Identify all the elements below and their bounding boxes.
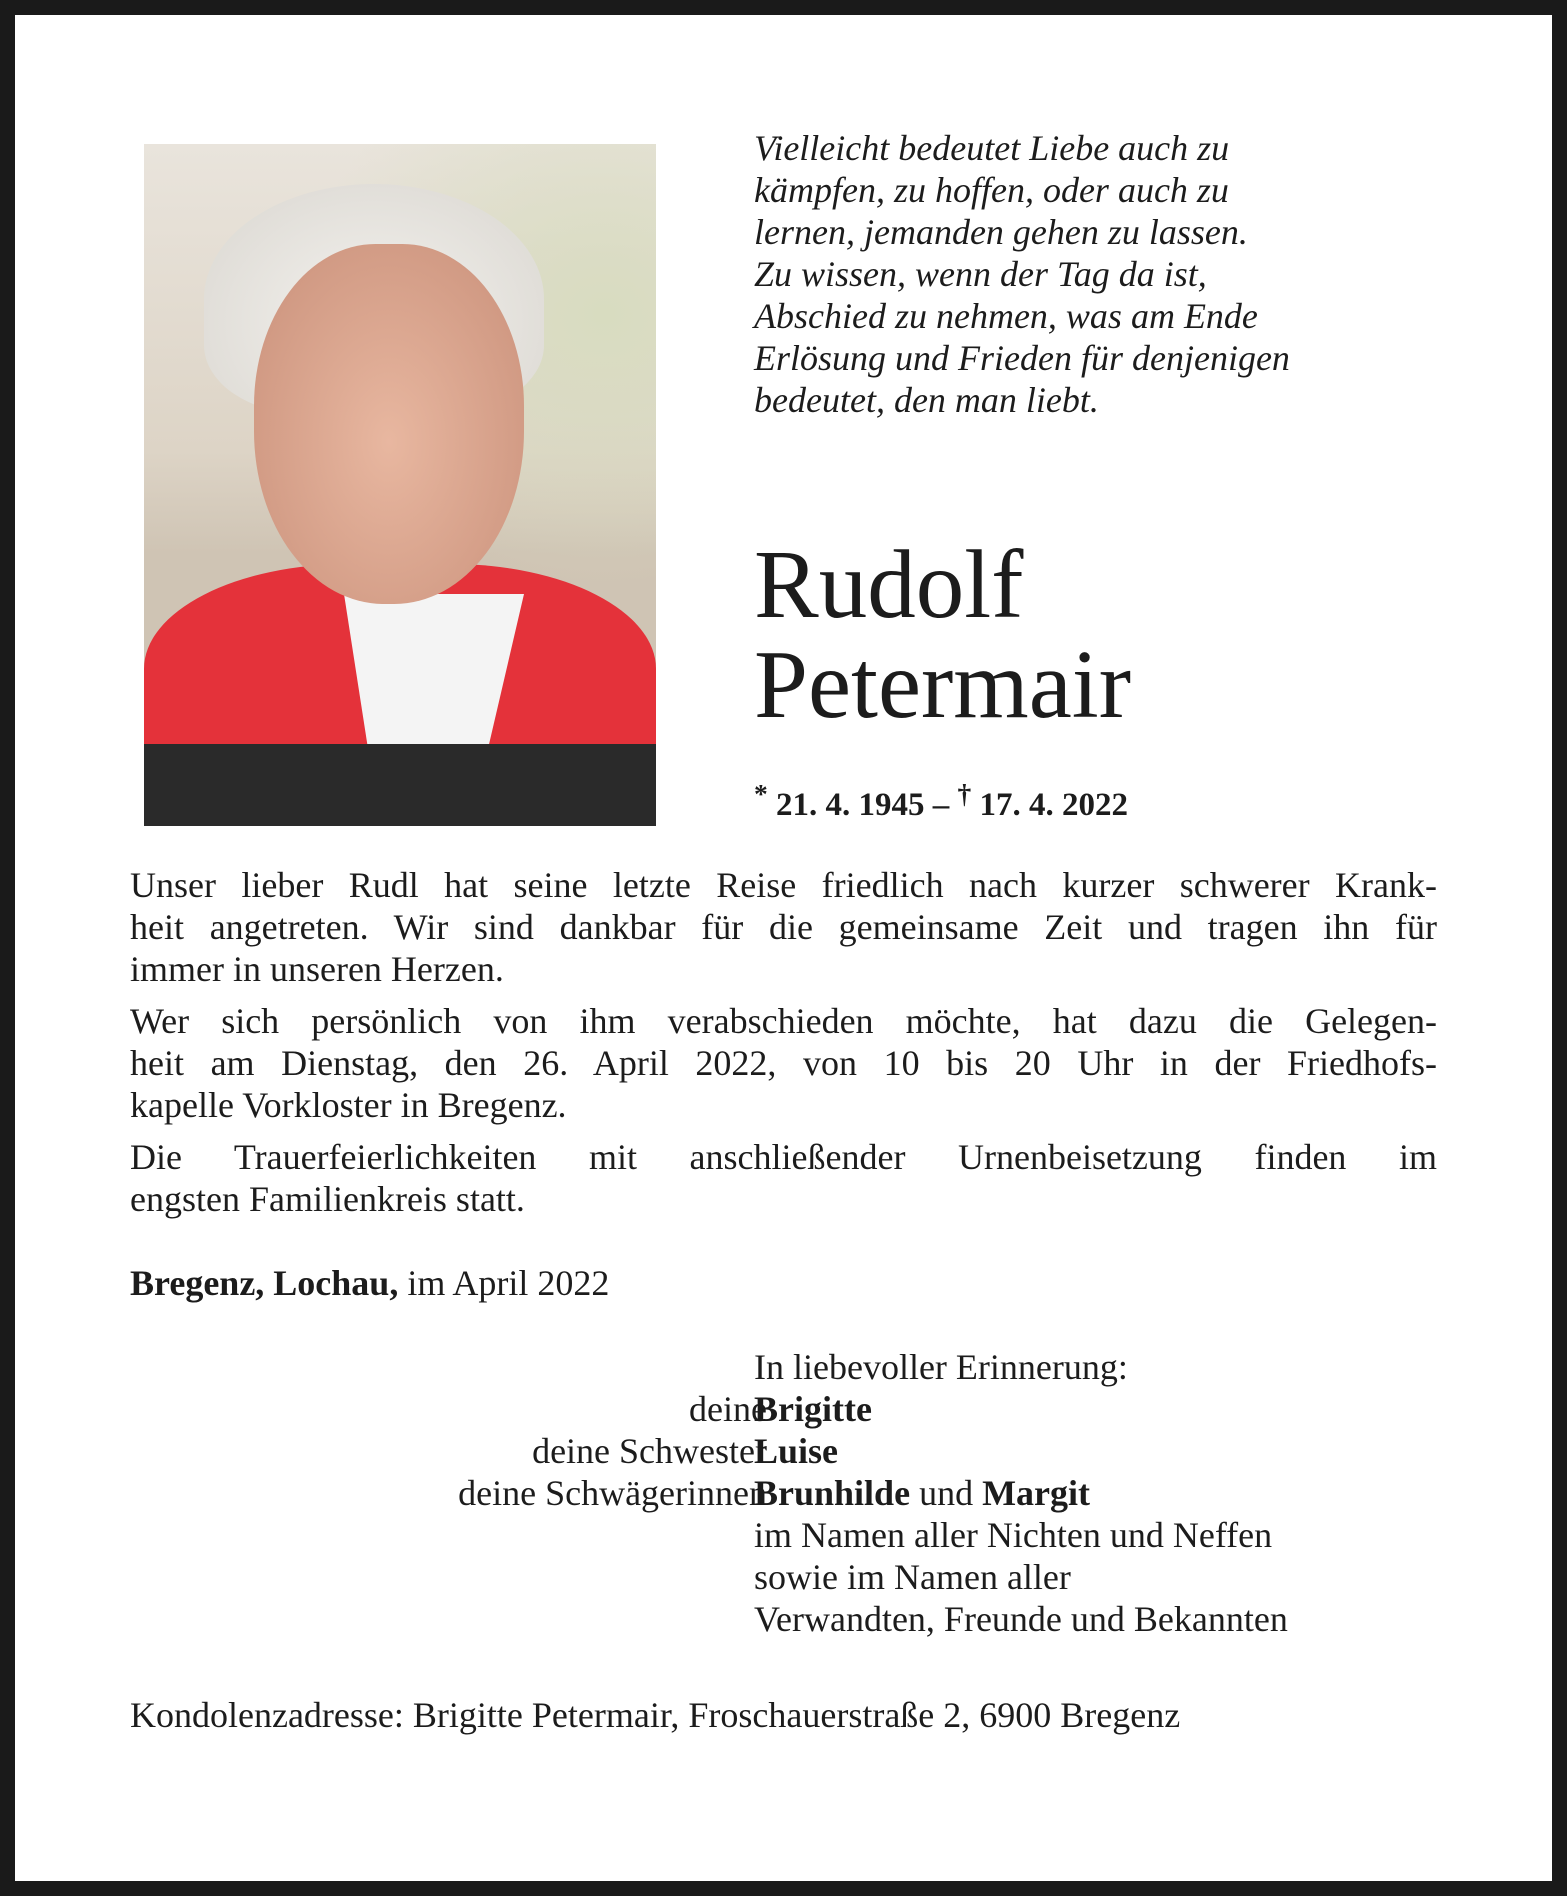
relation-label: deine Schwester <box>532 1431 767 1471</box>
deceased-name <box>754 531 1132 738</box>
member-name: Margit <box>982 1473 1091 1513</box>
place-names: Bregenz, Lochau, <box>130 1263 399 1303</box>
text-line: engsten Familienkreis statt. <box>130 1179 525 1219</box>
place-date <box>130 1262 609 1304</box>
text-line: Wer sich persönlich von ihm verabschieden möchte, hat dazu die Gelegen- <box>130 1001 1437 1041</box>
text-line: immer in unseren Herzen. <box>130 949 504 989</box>
life-dates <box>754 778 1128 824</box>
text-line: heit am Dienstag, den 26. April 2022, von 10 bis 20 Uhr in der Friedhofs- <box>130 1043 1437 1083</box>
family-extra-line: im Namen aller Nichten und Neffen <box>754 1515 1273 1555</box>
quote-line: Erlösung und Frieden für denjenigen <box>754 338 1290 378</box>
death-date: 17. 4. 2022 <box>979 787 1128 823</box>
quote-line: Zu wissen, wenn der Tag da ist, <box>754 254 1207 294</box>
text-line: heit angetreten. Wir sind dankbar für die gemeinsame Zeit und tragen ihn für <box>130 907 1437 947</box>
family-extra-line: Verwandten, Freunde und Bekannten <box>754 1599 1288 1639</box>
memorial-quote <box>754 127 1290 421</box>
family-member <box>754 1388 872 1430</box>
last-name: Petermair <box>754 631 1132 738</box>
member-name: Luise <box>754 1431 839 1471</box>
birth-date: 21. 4. 1945 <box>776 787 925 823</box>
death-symbol: † <box>957 778 972 809</box>
paragraph <box>130 1136 1437 1220</box>
date-separator: – <box>924 787 958 823</box>
paragraph <box>130 864 1437 990</box>
place-month: im April 2022 <box>398 1263 610 1303</box>
member-name: Brigitte <box>754 1389 872 1429</box>
quote-line: Abschied zu nehmen, was am Ende <box>754 296 1258 336</box>
relation-label: deine Schwägerinnen <box>458 1473 767 1513</box>
condolence-address: Kondolenzadresse: Brigitte Petermair, Froschauerstraße 2, 6900 Bregenz <box>130 1695 1181 1735</box>
portrait-photo <box>144 144 656 826</box>
family-member <box>754 1472 1090 1514</box>
body-text <box>130 864 1437 1230</box>
family-extra-line: sowie im Namen aller <box>754 1557 1071 1597</box>
text-line: Die Trauerfeierlichkeiten mit anschließender Urnenbeisetzung finden im <box>130 1137 1437 1177</box>
member-name: Brunhilde <box>754 1473 911 1513</box>
quote-line: bedeutet, den man liebt. <box>754 380 1099 420</box>
paragraph <box>130 1000 1437 1126</box>
text-line: kapelle Vorkloster in Bregenz. <box>130 1085 567 1125</box>
family-member <box>754 1430 838 1472</box>
relation-label: deine <box>689 1389 767 1429</box>
quote-line: Vielleicht bedeutet Liebe auch zu <box>754 128 1230 168</box>
conjunction: und <box>910 1473 983 1513</box>
first-name: Rudolf <box>754 531 1024 638</box>
memory-heading: In liebevoller Erinnerung: <box>754 1347 1128 1387</box>
text-line: Unser lieber Rudl hat seine letzte Reise friedlich nach kurzer schwerer Krank- <box>130 865 1437 905</box>
quote-line: lernen, jemanden gehen zu lassen. <box>754 212 1248 252</box>
quote-line: kämpfen, zu hoffen, oder auch zu <box>754 170 1229 210</box>
birth-symbol: * <box>754 778 768 809</box>
